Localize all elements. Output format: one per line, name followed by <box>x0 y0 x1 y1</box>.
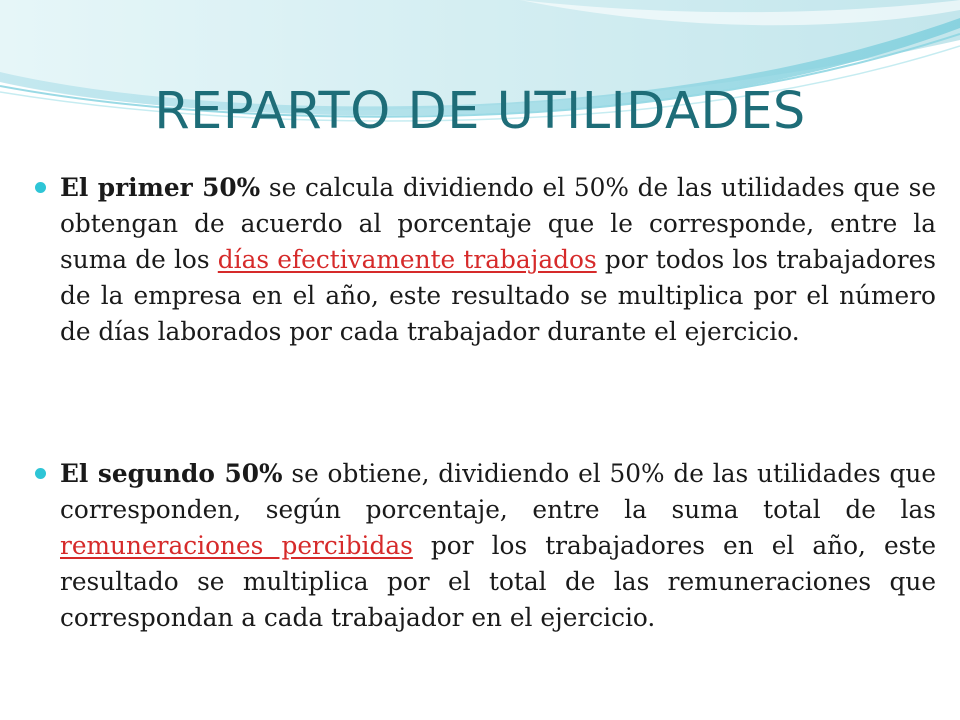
bullet-dot-icon <box>35 468 46 479</box>
bullet-text-before-link: se calcula dividiendo el 50% de las utilidades que se obtengan de acuerdo al porcentaje que le corresponde, entre la suma de los <box>60 173 936 274</box>
bullet-dot-icon <box>35 182 46 193</box>
bullet-text-after-link: por los trabajadores en el año, este resultado se multiplica por el total de las remuneraciones que correspondan a cada trabajador en el ejercicio. <box>60 531 936 632</box>
bullet-lead: El primer 50% <box>60 173 261 202</box>
bullet-text-before-link: se obtiene, dividiendo el 50% de las utilidades que corresponden, según porcentaje, entre la suma total de las <box>60 459 936 524</box>
bullet-text-after-link: por todos los trabajadores de la empresa en el año, este resultado se multiplica por el número de días laborados por cada trabajador durante el ejercicio. <box>60 245 936 346</box>
slide-title: REPARTO DE UTILIDADES <box>154 82 806 141</box>
bullet-lead: El segundo 50% <box>60 459 283 488</box>
bullet-text <box>60 456 936 636</box>
link-remuneraciones-percibidas[interactable]: remuneraciones percibidas <box>60 531 413 560</box>
bullet-text <box>60 170 936 350</box>
link-dias-efectivamente-trabajados[interactable]: días efectivamente trabajados <box>217 245 597 274</box>
